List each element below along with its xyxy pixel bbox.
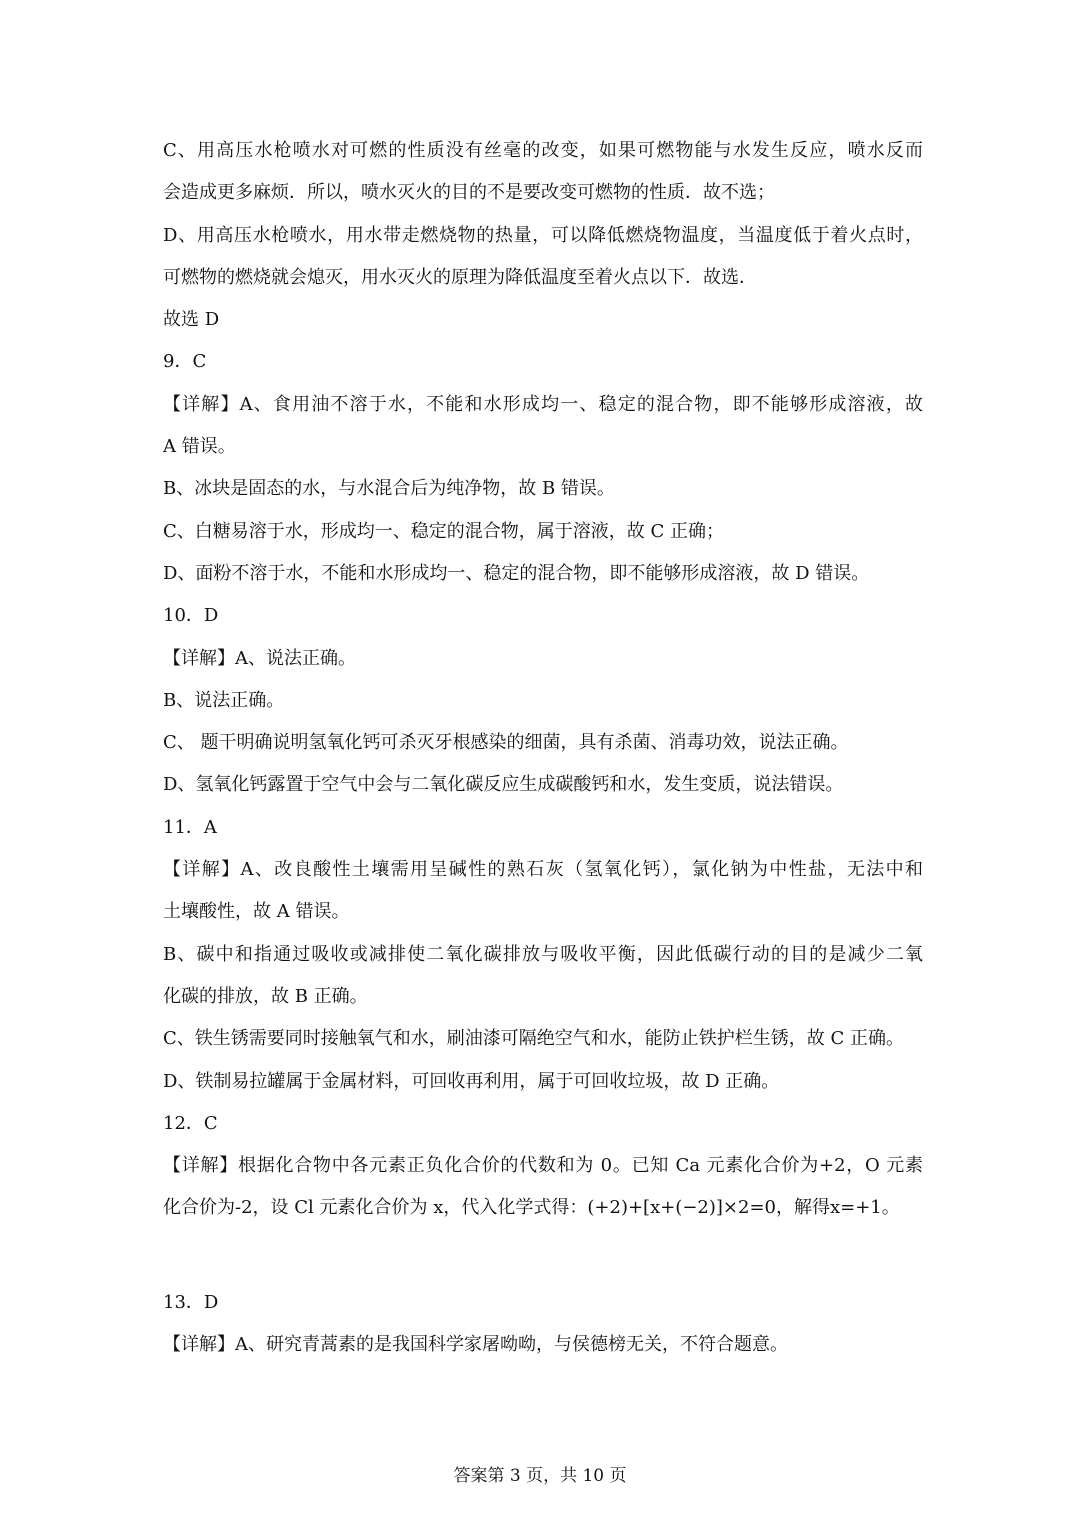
text-line: 【详解】A、研究青蒿素的是我国科学家屠呦呦，与侯德榜无关，不符合题意。	[163, 1334, 788, 1356]
equation-lead-text: 化合价为-2，设 Cl 元素化合价为 x，代入化学式得：	[163, 1197, 588, 1219]
question-number: 9．C	[163, 351, 207, 373]
text-line: 可燃物的燃烧就会熄灭，用水灭火的原理为降低温度至着火点以下．故选．	[163, 266, 757, 288]
equation-end-text: 。	[881, 1197, 900, 1219]
text-line: 会造成更多麻烦．所以，喷水灭火的目的不是要改变可燃物的性质．故不选；	[163, 182, 775, 204]
text-line: 【详解】A、改良酸性土壤需用呈碱性的熟石灰（氢氧化钙），氯化钠为中性盐，无法中和	[163, 859, 923, 881]
equation: (+2)+[x+(−2)]×2=0	[587, 1197, 776, 1219]
question-number: 10．D	[163, 605, 219, 627]
text-line: C、用高压水枪喷水对可燃的性质没有丝毫的改变，如果可燃物能与水发生反应，喷水反而	[163, 140, 923, 161]
text-line: D、面粉不溶于水，不能和水形成均一、稳定的混合物，即不能够形成溶液，故 D 错误。	[163, 562, 870, 584]
text-line: 故选 D	[163, 309, 220, 331]
question-number: 11．A	[163, 816, 217, 838]
answer-text-body	[163, 130, 923, 1366]
text-line: B、说法正确。	[163, 689, 285, 711]
text-line: B、碳中和指通过吸收或减排使二氧化碳排放与吸收平衡，因此低碳行动的目的是减少二氧	[163, 943, 923, 965]
solution-expression: x=+1	[829, 1197, 882, 1219]
equation-mid-text: ，解得	[775, 1197, 830, 1219]
text-line: C、 题干明确说明氢氧化钙可杀灭牙根感染的细菌，具有杀菌、消毒功效，说法正确。	[163, 732, 849, 754]
text-line-with-equation	[163, 1187, 923, 1229]
text-line: C、白糖易溶于水，形成均一、稳定的混合物，属于溶液，故 C 正确；	[163, 520, 724, 542]
page-footer: 答案第 3 页，共 10 页	[453, 1466, 627, 1486]
text-line: B、冰块是固态的水，与水混合后为纯净物，故 B 错误。	[163, 478, 615, 500]
text-line: D、氢氧化钙露置于空气中会与二氧化碳反应生成碳酸钙和水，发生变质，说法错误。	[163, 774, 844, 796]
text-line: 【详解】根据化合物中各元素正负化合价的代数和为 0。已知 Ca 元素化合价为+2，O 元素	[163, 1155, 923, 1177]
spacer	[163, 1230, 923, 1282]
text-line: C、铁生锈需要同时接触氧气和水，刷油漆可隔绝空气和水，能防止铁护栏生锈，故 C 正确。	[163, 1028, 904, 1050]
text-line: 【详解】A、说法正确。	[163, 647, 356, 669]
text-line: D、用高压水枪喷水，用水带走燃烧物的热量，可以降低燃烧物温度，当温度低于着火点时，	[163, 224, 923, 246]
text-line: 化碳的排放，故 B 正确。	[163, 985, 368, 1007]
question-number: 13．D	[163, 1291, 219, 1313]
text-line: A 错误。	[163, 436, 236, 458]
text-line: 【详解】A、食用油不溶于水，不能和水形成均一、稳定的混合物，即不能够形成溶液，故	[163, 393, 923, 415]
text-line: 土壤酸性，故 A 错误。	[163, 901, 350, 923]
text-line: D、铁制易拉罐属于金属材料，可回收再利用，属于可回收垃圾，故 D 正确。	[163, 1070, 780, 1092]
question-number: 12．C	[163, 1112, 218, 1134]
